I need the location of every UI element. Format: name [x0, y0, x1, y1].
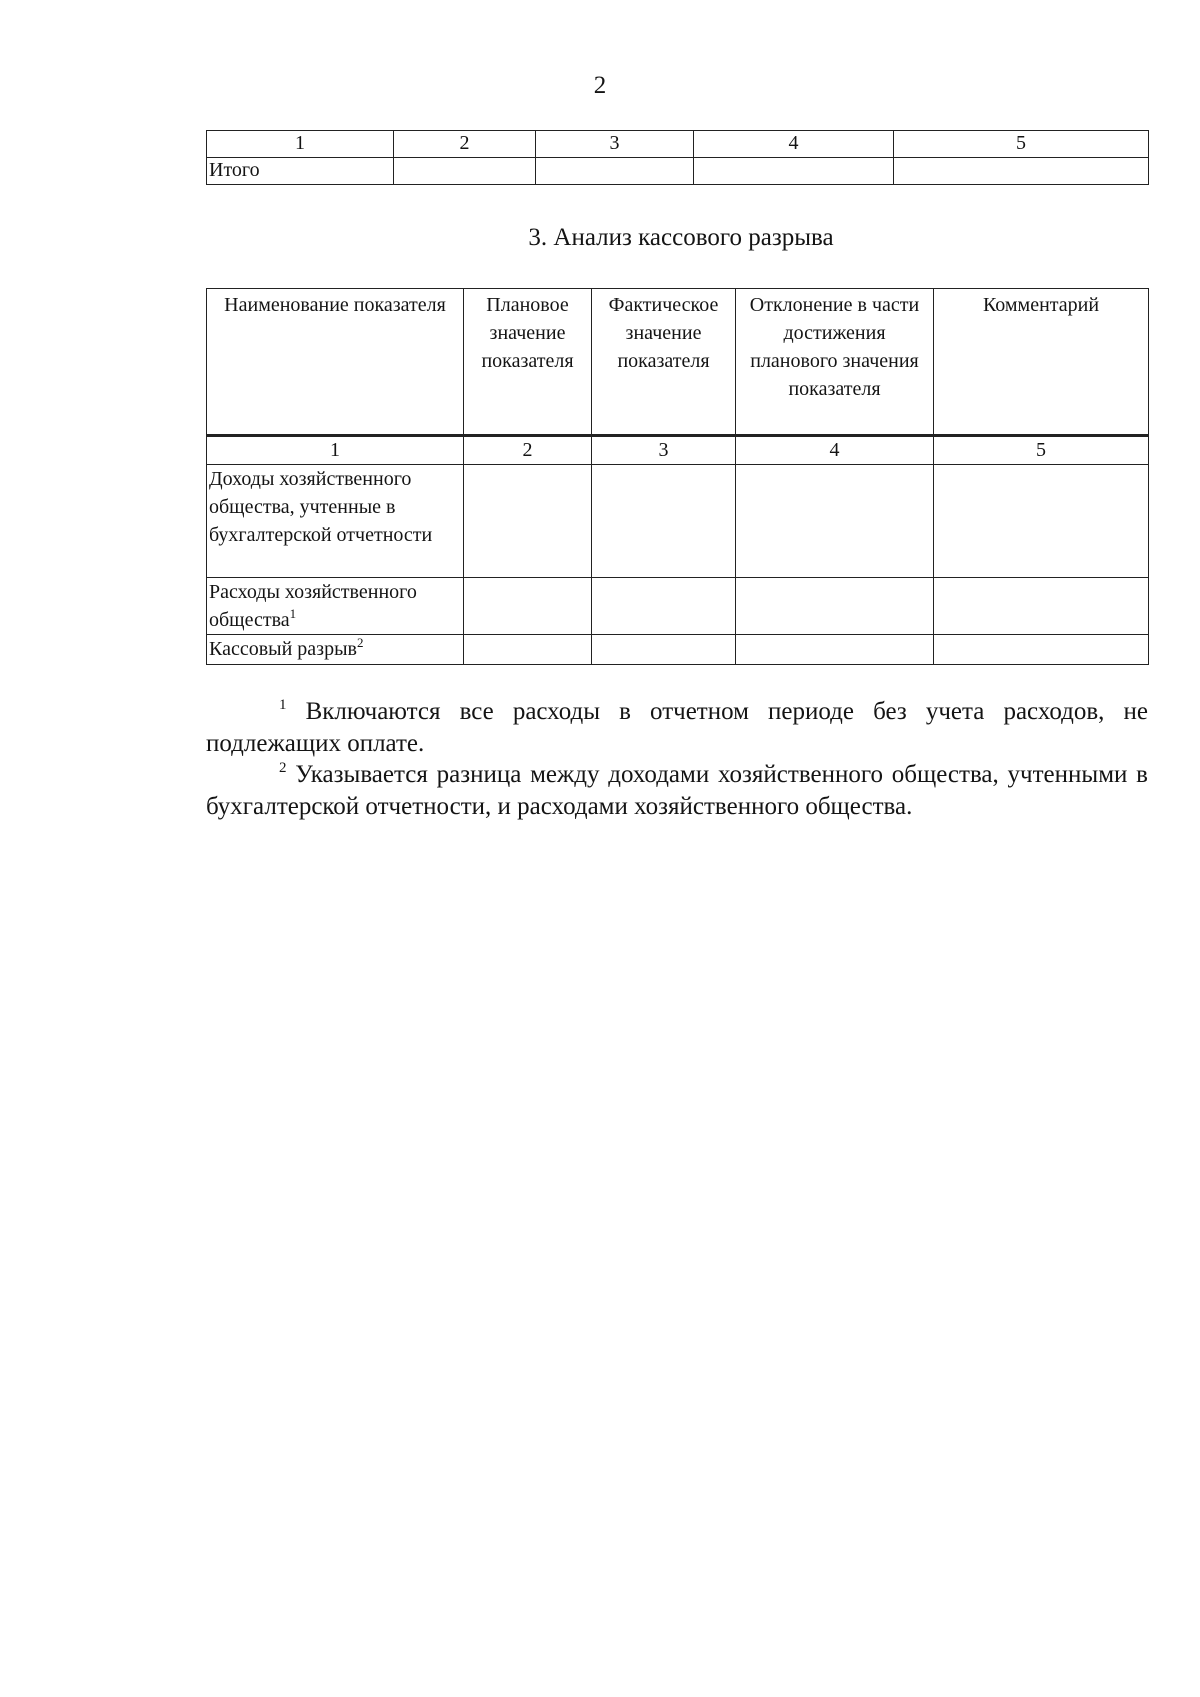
footnote: [206, 696, 1148, 759]
empty-cell: [592, 635, 736, 665]
section-heading: 3. Анализ кассового разрыва: [528, 224, 834, 251]
header-deviation: Отклонение в части достижения планового значения показателя: [736, 289, 934, 436]
total-row: [207, 158, 1149, 185]
column-number-cell: 1: [207, 436, 464, 465]
footnote-mark: 2: [279, 760, 287, 776]
footnotes: [206, 696, 1148, 822]
column-number-cell: 2: [394, 131, 536, 158]
carried-over-table: [206, 130, 1149, 185]
empty-cell: [464, 578, 592, 635]
empty-cell: [394, 158, 536, 185]
footnote-text: Включаются все расходы в отчетном периоде без учета расходов, не подлежащих оплате.: [206, 698, 1148, 757]
column-number-cell: 3: [536, 131, 694, 158]
column-number-cell: 2: [464, 436, 592, 465]
row-label-revenues: [207, 465, 464, 578]
empty-cell: [934, 465, 1149, 578]
column-number-cell: 4: [694, 131, 894, 158]
page-number: 2: [593, 72, 607, 99]
footnote-reference: 2: [356, 635, 364, 650]
column-number-cell: 3: [592, 436, 736, 465]
row-label-cash-gap: [207, 635, 464, 665]
row-label-text: Кассовый разрыв: [209, 638, 357, 660]
row-label-expenses: [207, 578, 464, 635]
empty-cell: [934, 635, 1149, 665]
column-number-cell: 1: [207, 131, 394, 158]
footnote-mark: 1: [279, 697, 287, 713]
table-header-row: [207, 289, 1149, 436]
header-actual-value: Фактическое значение показателя: [592, 289, 736, 436]
column-number-cell: 4: [736, 436, 934, 465]
table-row: [207, 635, 1149, 665]
header-planned-value: Плановое значение показателя: [464, 289, 592, 436]
empty-cell: [592, 578, 736, 635]
table-row: [207, 465, 1149, 578]
empty-cell: [736, 635, 934, 665]
row-label-text: Расходы хозяйственного общества: [209, 581, 417, 631]
column-number-cell: 5: [894, 131, 1149, 158]
cash-gap-analysis-table: [206, 288, 1149, 665]
footnote-reference: 1: [289, 606, 297, 621]
header-indicator-name: Наименование показателя: [207, 289, 464, 436]
empty-cell: [736, 465, 934, 578]
row-label-text: Доходы хозяйственного общества, учтенные в бухгалтерской отчетности: [209, 468, 433, 546]
footnote: [206, 759, 1148, 822]
column-number-cell: 5: [934, 436, 1149, 465]
column-number-row: [207, 436, 1149, 465]
empty-cell: [894, 158, 1149, 185]
empty-cell: [464, 635, 592, 665]
empty-cell: [536, 158, 694, 185]
empty-cell: [694, 158, 894, 185]
table-row: [207, 578, 1149, 635]
empty-cell: [464, 465, 592, 578]
column-number-row: [207, 131, 1149, 158]
empty-cell: [736, 578, 934, 635]
total-row-label: Итого: [207, 158, 394, 185]
empty-cell: [934, 578, 1149, 635]
empty-cell: [592, 465, 736, 578]
header-comment: Комментарий: [934, 289, 1149, 436]
footnote-text: Указывается разница между доходами хозяйственного общества, учтенными в бухгалтерской отчетности, и расходами хозяйственного общества.: [206, 761, 1148, 820]
